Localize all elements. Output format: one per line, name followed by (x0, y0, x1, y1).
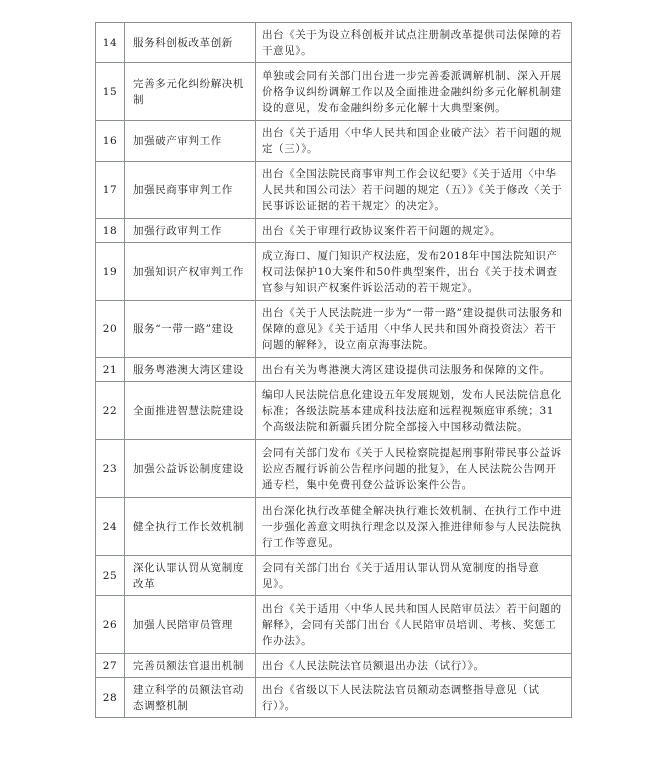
reform-description: 编印人民法院信息化建设五年发展规划，发布人民法院信息化标准；各级法院基本建成科技法庭和远程视频庭审系统；31个高级法院和新疆兵团分院全部接入中国移动微法院。 (256, 382, 572, 440)
table-row (96, 301, 572, 358)
reform-item: 全面推进智慧法院建设 (125, 382, 256, 440)
row-number: 16 (96, 121, 125, 162)
reform-description: 出台《关于适用〈中华人民共和国企业破产法〉若干问题的规定（三）》。 (256, 121, 572, 162)
reform-description: 出台《关于为设立科创板并试点注册制改革提供司法保障的若干意见》。 (256, 23, 572, 63)
reform-item: 健全执行工作长效机制 (125, 498, 256, 556)
row-number: 28 (96, 678, 125, 718)
row-number: 17 (96, 162, 125, 219)
reform-description: 出台《关于审理行政协议案件若干问题的规定》。 (256, 219, 572, 243)
reform-description: 单独或会同有关部门出台进一步完善委派调解机制、深入开展价格争议纠纷调解工作以及全面推进金融纠纷多元化解机制建设的意见，发布金融纠纷多元化解十大典型案例。 (256, 63, 572, 121)
reform-item: 完善员额法官退出机制 (125, 654, 256, 678)
row-number: 14 (96, 23, 125, 63)
reform-item: 服务“一带一路”建设 (125, 301, 256, 358)
row-number: 22 (96, 382, 125, 440)
document-page (95, 22, 571, 718)
reform-description: 出台《关于人民法院进一步为“一带一路”建设提供司法服务和保障的意见》《关于适用〈中华人民共和国外商投资法〉若干问题的解释》，设立南京海事法院。 (256, 301, 572, 358)
reform-description: 出台《人民法院法官员额退出办法（试行）》。 (256, 654, 572, 678)
row-number: 18 (96, 219, 125, 243)
reform-item: 服务科创板改革创新 (125, 23, 256, 63)
row-number: 25 (96, 556, 125, 596)
row-number: 20 (96, 301, 125, 358)
table-row (96, 556, 572, 596)
row-number: 24 (96, 498, 125, 556)
table-row (96, 440, 572, 498)
row-number: 21 (96, 358, 125, 382)
table-row (96, 498, 572, 556)
reform-description: 出台深化执行改革健全解决执行难长效机制、在执行工作中进一步强化善意文明执行理念以及深入推进律师参与人民法院执行工作等意见。 (256, 498, 572, 556)
table-row (96, 382, 572, 440)
reform-item: 建立科学的员额法官动态调整机制 (125, 678, 256, 718)
table-row (96, 63, 572, 121)
table-row (96, 596, 572, 654)
reform-description: 出台《全国法院民商事审判工作会议纪要》《关于适用〈中华人民共和国公司法〉若干问题的规定（五）》《关于修改〈关于民事诉讼证据的若干规定〉的决定》。 (256, 162, 572, 219)
reform-item: 加强行政审判工作 (125, 219, 256, 243)
table-row (96, 358, 572, 382)
reform-description: 出台《省级以下人民法院法官员额动态调整指导意见（试行）》。 (256, 678, 572, 718)
reform-item: 服务粤港澳大湾区建设 (125, 358, 256, 382)
row-number: 23 (96, 440, 125, 498)
reform-item: 加强破产审判工作 (125, 121, 256, 162)
reform-measures-table (95, 22, 572, 718)
reform-item: 加强知识产权审判工作 (125, 243, 256, 301)
reform-item: 加强民商事审判工作 (125, 162, 256, 219)
row-number: 27 (96, 654, 125, 678)
reform-item: 深化认罪认罚从宽制度改革 (125, 556, 256, 596)
row-number: 26 (96, 596, 125, 654)
reform-item: 加强人民陪审员管理 (125, 596, 256, 654)
table-row (96, 121, 572, 162)
reform-description: 出台有关为粤港澳大湾区建设提供司法服务和保障的文件。 (256, 358, 572, 382)
reform-item: 加强公益诉讼制度建设 (125, 440, 256, 498)
table-row (96, 243, 572, 301)
row-number: 19 (96, 243, 125, 301)
table-row (96, 654, 572, 678)
row-number: 15 (96, 63, 125, 121)
reform-description: 会同有关部门发布《关于人民检察院提起刑事附带民事公益诉讼应否履行诉前公告程序问题的批复》，在人民法院公告网开通专栏，集中免费刊登公益诉讼案件公告。 (256, 440, 572, 498)
table-body (96, 23, 572, 718)
reform-description: 成立海口、厦门知识产权法庭，发布2018年中国法院知识产权司法保护10大案件和50件典型案件，出台《关于技术调查官参与知识产权案件诉讼活动的若干规定》。 (256, 243, 572, 301)
reform-item: 完善多元化纠纷解决机制 (125, 63, 256, 121)
reform-description: 会同有关部门出台《关于适用认罪认罚从宽制度的指导意见》。 (256, 556, 572, 596)
table-row (96, 23, 572, 63)
reform-description: 出台《关于适用〈中华人民共和国人民陪审员法〉若干问题的解释》，会同有关部门出台《人民陪审员培训、考核、奖惩工作办法》。 (256, 596, 572, 654)
table-row (96, 678, 572, 718)
table-row (96, 162, 572, 219)
table-row (96, 219, 572, 243)
